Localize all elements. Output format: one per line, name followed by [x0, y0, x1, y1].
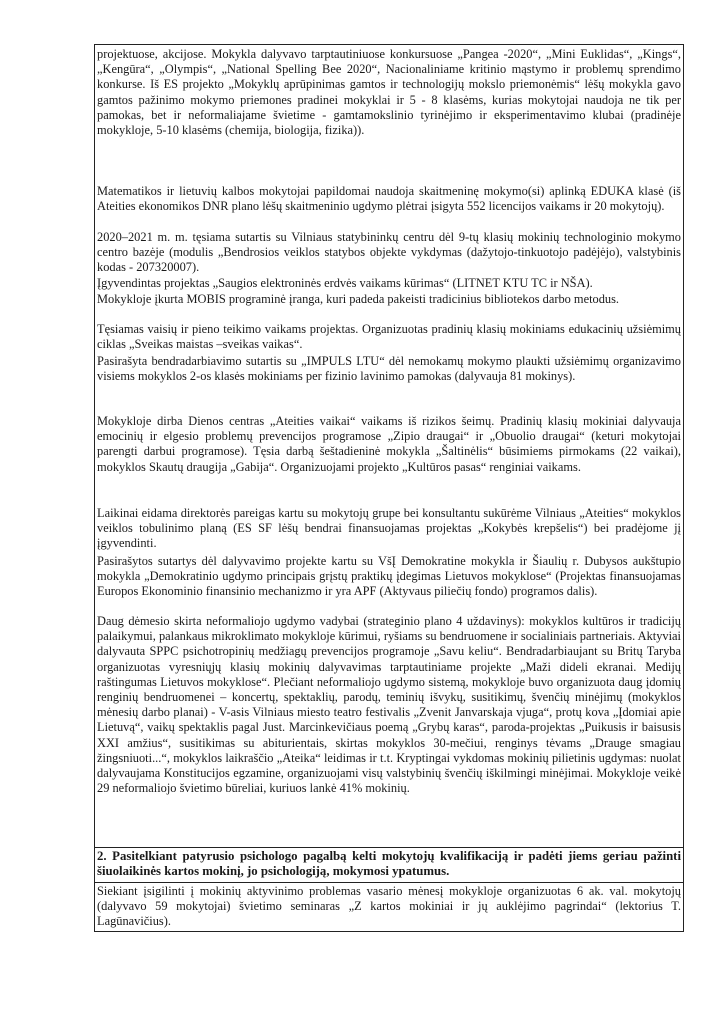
paragraph-improvement-plan: Laikinai eidama direktorės pareigas kartu su mokytojų grupe bei konsultantu sukūrėme Vilniaus „Ateities“ mokyklos veiklos tobulinimo planą (ES SF lėšų bendrai finansuojamas projektas „Kokybės krepšelis“) bei pradėjome jį įgyvendinti. — [97, 506, 681, 551]
paragraph-day-center: Mokykloje dirba Dienos centras „Ateities vaikai“ vaikams iš rizikos šeimų. Pradinių klasių mokiniai dalyvauja emocinių ir elgesio problemų prevencijos programose „Zipio draugai“ ir „Obuolio draugai“ (keturi mokytojai parengti darbui programose). Tęsia darbą šeštadieninė mokykla „Šaltinėlis“ būsimiems pirmokams (22 vaikai), mokyklos Skautų draugija „Gabija“. Organizuojami projekto „Kultūros pasas“ renginiai vaikams. — [97, 414, 681, 474]
paragraph-projects-contests: projektuose, akcijose. Mokykla dalyvavo tarptautiniuose konkursuose „Pangea -2020“, „Mini Euklidas“, „Kings“, „Kengūra“, „Olympis“, „National Spelling Bee 2020“, Nacionaliniame kritinio mąstymo ir problemų sprendimo konkurse. Iš ES projekto „Mokyklų aprūpinimas gamtos ir technologijų mokslo priemonėmis“ lėšų mokykla gavo gamtos pažinimo mokymo priemones pradinei mokyklai ir 5 - 8 klasėms, kurias mokytojai naudoja ne tik per pamokas, bet ir neformaliajame švietime - gamtamokslinio tyrinėjimo ir eksperimentavimo klubai (pradinėje mokykloje, 5-10 klasėms (chemija, biologija, fizika)). — [97, 47, 681, 138]
paragraph-safe-e-space: Įgyvendintas projektas „Saugios elektroninės erdvės vaikams kūrimas“ (LITNET KTU TC ir NŠA). — [97, 276, 593, 290]
paragraph-mobis: Mokykloje įkurta MOBIS programinė įranga, kuri padeda pakeisti tradicinius bibliotekos darbo metodus. — [97, 292, 620, 306]
paragraph-democratic-school: Pasirašytos sutartys dėl dalyvavimo projekte kartu su VšĮ Demokratine mokykla ir Šiaulių r. Dubysos aukštupio mokykla „Demokratinio ugdymo principais grįstų praktikų įdegimas Lietuvos mokyklose“ (Projektas finansuojamas Europos Ekonominio finansinio mechanizmo ir yra APF (Aktyvaus piliečių fondo) programos dalis). — [97, 554, 681, 599]
paragraph-eduka: Matematikos ir lietuvių kalbos mokytojai papildomai naudoja skaitmeninę mokymo(si) aplinką EDUKA klasė (iš Ateities ekonomikos DNR plano lėšų skaitmeninio ugdymo plėtrai įsigyta 552 licencijos vaikams ir 20 mokytojų). — [97, 184, 681, 214]
section-heading: 2. Pasitelkiant patyrusio psichologo pagalbą kelti mokytojų kvalifikaciją ir padėti jiems geriau pažinti šiuolaikinės kartos mokinį, jo psichologiją, mokymosi ypatumus. — [97, 849, 681, 879]
paragraph-construction-center: 2020–2021 m. m. tęsiama sutartis su Vilniaus statybininkų centru dėl 9-tų klasių mokinių technologinio mokymo centro bazėje (modulis „Bendrosios veiklos statybos objekte vykdymas (dažytojo-tinkuotojo padėjėjo), valstybinis kodas - 207320007). — [97, 230, 681, 275]
row-divider — [94, 882, 684, 883]
paragraph-impuls: Pasirašyta bendradarbiavimo sutartis su „IMPULS LTU“ dėl nemokamų mokymo plaukti užsiėmimų organizavimo visiems mokyklos 2-os klasės mokiniams per fizinio lavinimo pamokas (dalyvauja 81 mokinys). — [97, 354, 681, 384]
paragraph-nonformal-education: Daug dėmesio skirta neformaliojo ugdymo vadybai (strateginio plano 4 uždavinys): mokyklos kultūros ir tradicijų palaikymui, palankaus mikroklimato mokykloje kūrimui, ryšiams su bendruomene ir socialiniais partneriais. Aktyviai dalyvauta SPPC psichotropinių medžiagų prevencijos programoje „Savu keliu“. Bendradarbiaujant su Britų Taryba organizuotas vyresniųjų klasių mokinių dalyvavimas tarptautiniame projekte „Maži dideli ekranai. Medijų raštingumas Lietuvos mokyklose“. Plečiant neformaliojo ugdymo sistemą, mokykloje buvo organizuota daug įdomių renginių bendruomenei – koncertų, spektaklių, parodų, teminių išvykų, susitikimų, švenčių minėjimų (mokyklos mėnesių darbo planai) - V-asis Vilniaus miesto teatro festivalis „Zvenit Janvarskaja vjuga“, protų kova „Įdomiai apie Lietuvą“, vaikų spektaklis pagal Just. Marcinkevičiaus poemą „Grybų karas“, paroda-projektas „Puikusis ir baisusis XXI amžius“, susitikimas su abiturientais, skirtas mokyklos 30-mečiui, renginys tėvams „Drauge smagiau žingsniuoti...“, mokyklos laikraščio „Ateika“ leidimas ir t.t. Kryptingai vykdomas mokinių pilietinis ugdymas: nuolat dalyvaujama Konstitucijos egzamine, organizuojami visų valstybinių švenčių iškilmingi minėjimai. Mokykloje veikė 29 neformaliojo švietimo būreliai, kuriuos lankė 41% mokinių. — [97, 614, 681, 796]
paragraph-seminar: Siekiant įsigilinti į mokinių aktyvinimo problemas vasario mėnesį mokykloje organizuotas 6 ak. val. mokytojų (dalyvavo 59 mokytojai) švietimo seminaras „Z kartos mokiniai ir jų auklėjimo pagrindai“ (lektorius T. Lagūnavičius). — [97, 884, 681, 929]
row-divider — [94, 847, 684, 848]
paragraph-fruit-milk: Tęsiamas vaisių ir pieno teikimo vaikams projektas. Organizuotas pradinių klasių mokiniams edukacinių užsiėmimų ciklas „Sveikas maistas –sveikas vaikas“. — [97, 322, 681, 352]
table-frame — [94, 44, 684, 932]
